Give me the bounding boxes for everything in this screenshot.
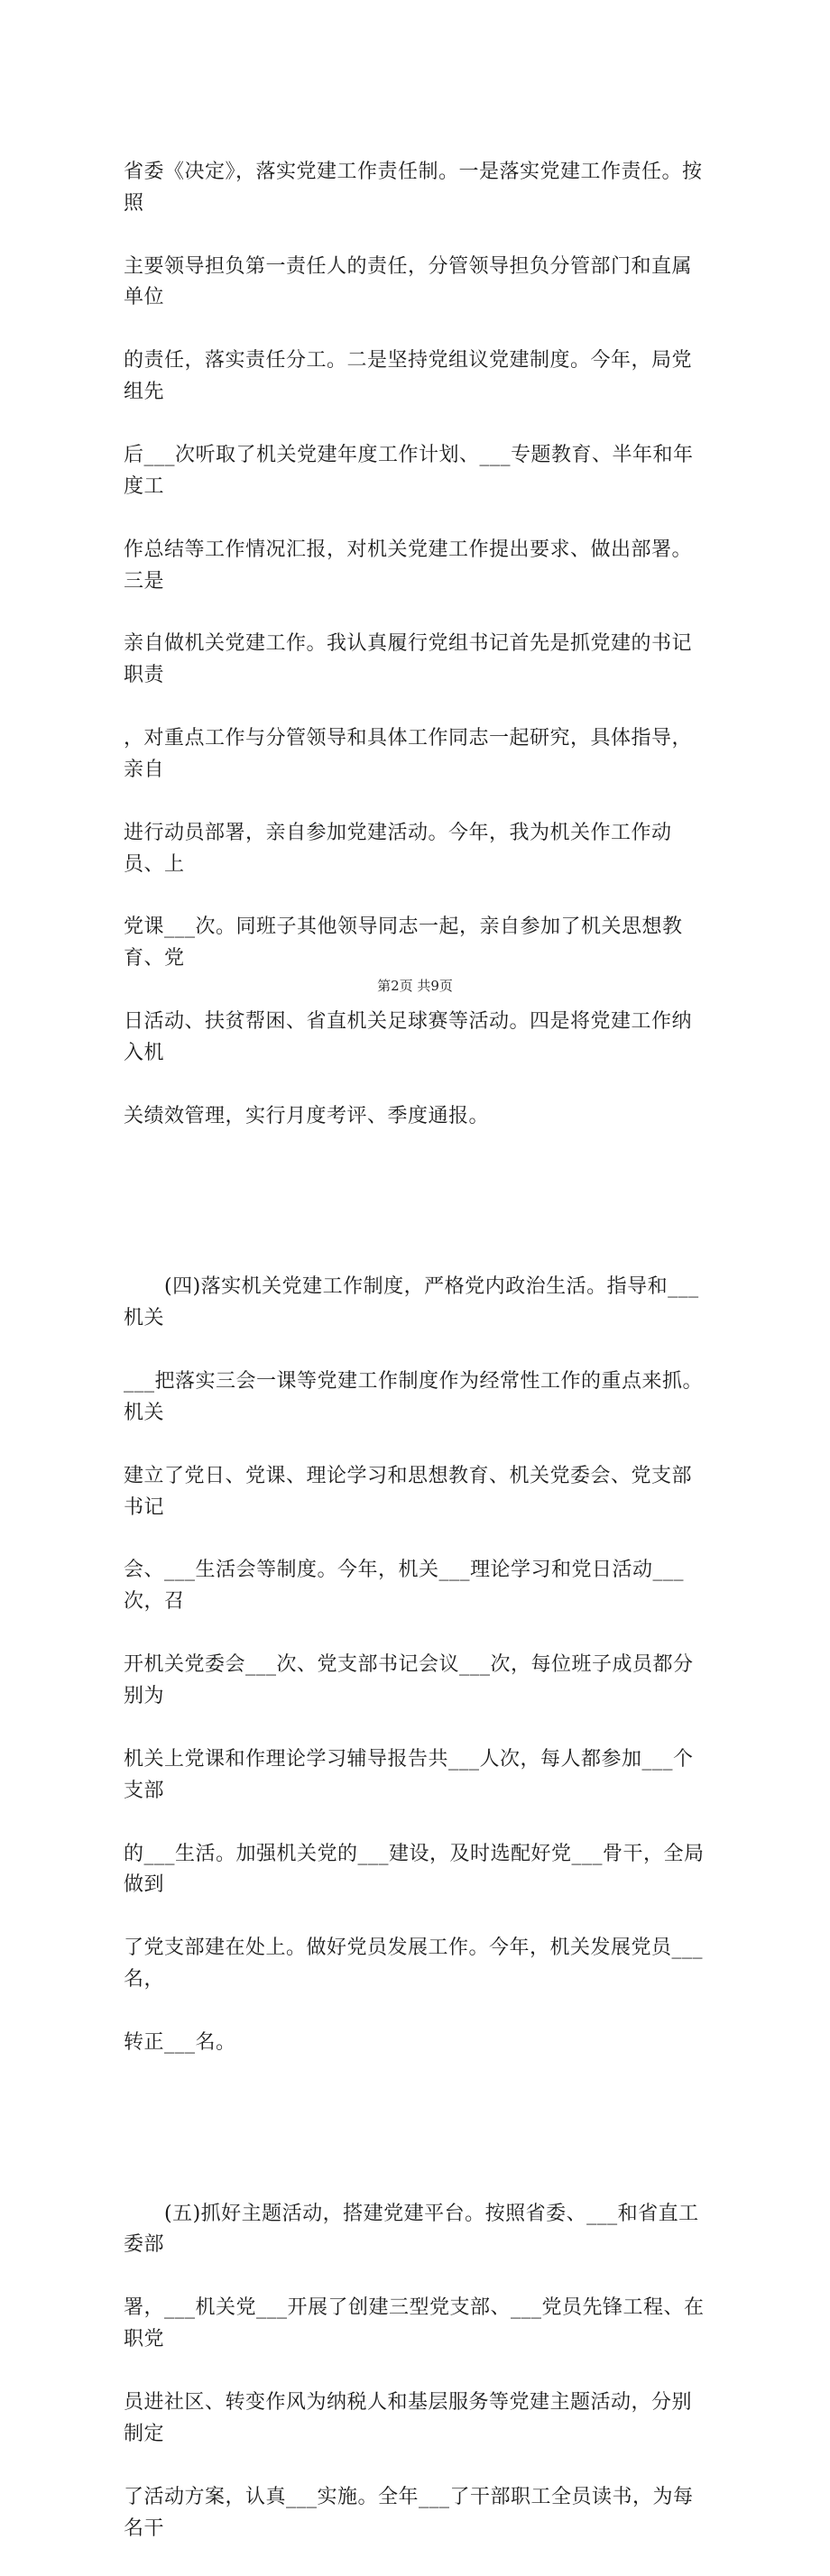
text-line: 亲自做机关党建工作。我认真履行党组书记首先是抓党建的书记职责 [124,632,693,687]
document-body [124,94,710,2576]
text-line: (五)抓好主题活动，搭建党建平台。按照省委、___和省直工委部 [124,2202,699,2257]
text-line: 署，___机关党___开展了创建三型党支部、___党员先锋工程、在职党 [124,2296,705,2351]
text-line: 建立了党日、党课、理论学习和思想教育、机关党委会、党支部书记 [124,1464,693,1519]
paragraph-section-five [124,2136,710,2576]
text-line: 省委《决定》，落实党建工作责任制。一是落实党建工作责任。按照 [124,160,703,215]
page-number: 第2页 共9页 [377,978,453,994]
text-line: 会、___生活会等制度。今年，机关___理论学习和党日活动___次，召 [124,1559,685,1614]
text-line: 转正___名。 [124,2030,236,2054]
text-line: 机关上党课和作理论学习辅导报告共___人次，每人都参加___个支部 [124,1747,694,1802]
text-line: 开机关党委会___次、党支部书记会议___次，每位班子成员都分别为 [124,1653,694,1708]
text-line: 作总结等工作情况汇报，对机关党建工作提出要求、做出部署。三是 [124,538,693,593]
text-line: 党课___次。同班子其他领导同志一起，亲自参加了机关思想教育、党 [124,915,683,971]
text-line: 日活动、扶贫帮困、省直机关足球赛等活动。四是将党建工作纳入机 [124,1010,693,1065]
text-line: ___把落实三会一课等党建工作制度作为经常性工作的重点来抓。机关 [124,1370,704,1424]
text-line: (四)落实机关党建工作制度，严格党内政治生活。指导和___机关 [124,1275,699,1330]
paragraph-responsibility [124,94,710,1196]
text-line: 员进社区、转变作风为纳税人和基层服务等党建主题活动，分别制定 [124,2390,693,2445]
text-line: 主要领导担负第一责任人的责任，分管领导担负分管部门和直属单位 [124,254,693,309]
text-line: ，对重点工作与分管领导和具体工作同志一起研究，具体指导，亲自 [124,727,693,781]
paragraph-section-four [124,1210,710,2122]
text-line: 的___生活。加强机关党的___建设，及时选配好党___骨干，全局做到 [124,1842,705,1897]
text-line: 关绩效管理，实行月度考评、季度通报。 [124,1104,490,1127]
text-line: 了活动方案，认真___实施。全年___了干部职工全员读书，为每名干 [124,2485,694,2540]
text-line: 后___次听取了机关党建年度工作计划、___专题教育、半年和年度工 [124,443,694,498]
text-line: 的责任，落实责任分工。二是坚持党组议党建制度。今年，局党组先 [124,349,693,404]
text-line: 了党支部建在处上。做好党员发展工作。今年，机关发展党员___名， [124,1937,704,1992]
text-line: 进行动员部署，亲自参加党建活动。今年，我为机关作工作动员、上 [124,821,672,876]
